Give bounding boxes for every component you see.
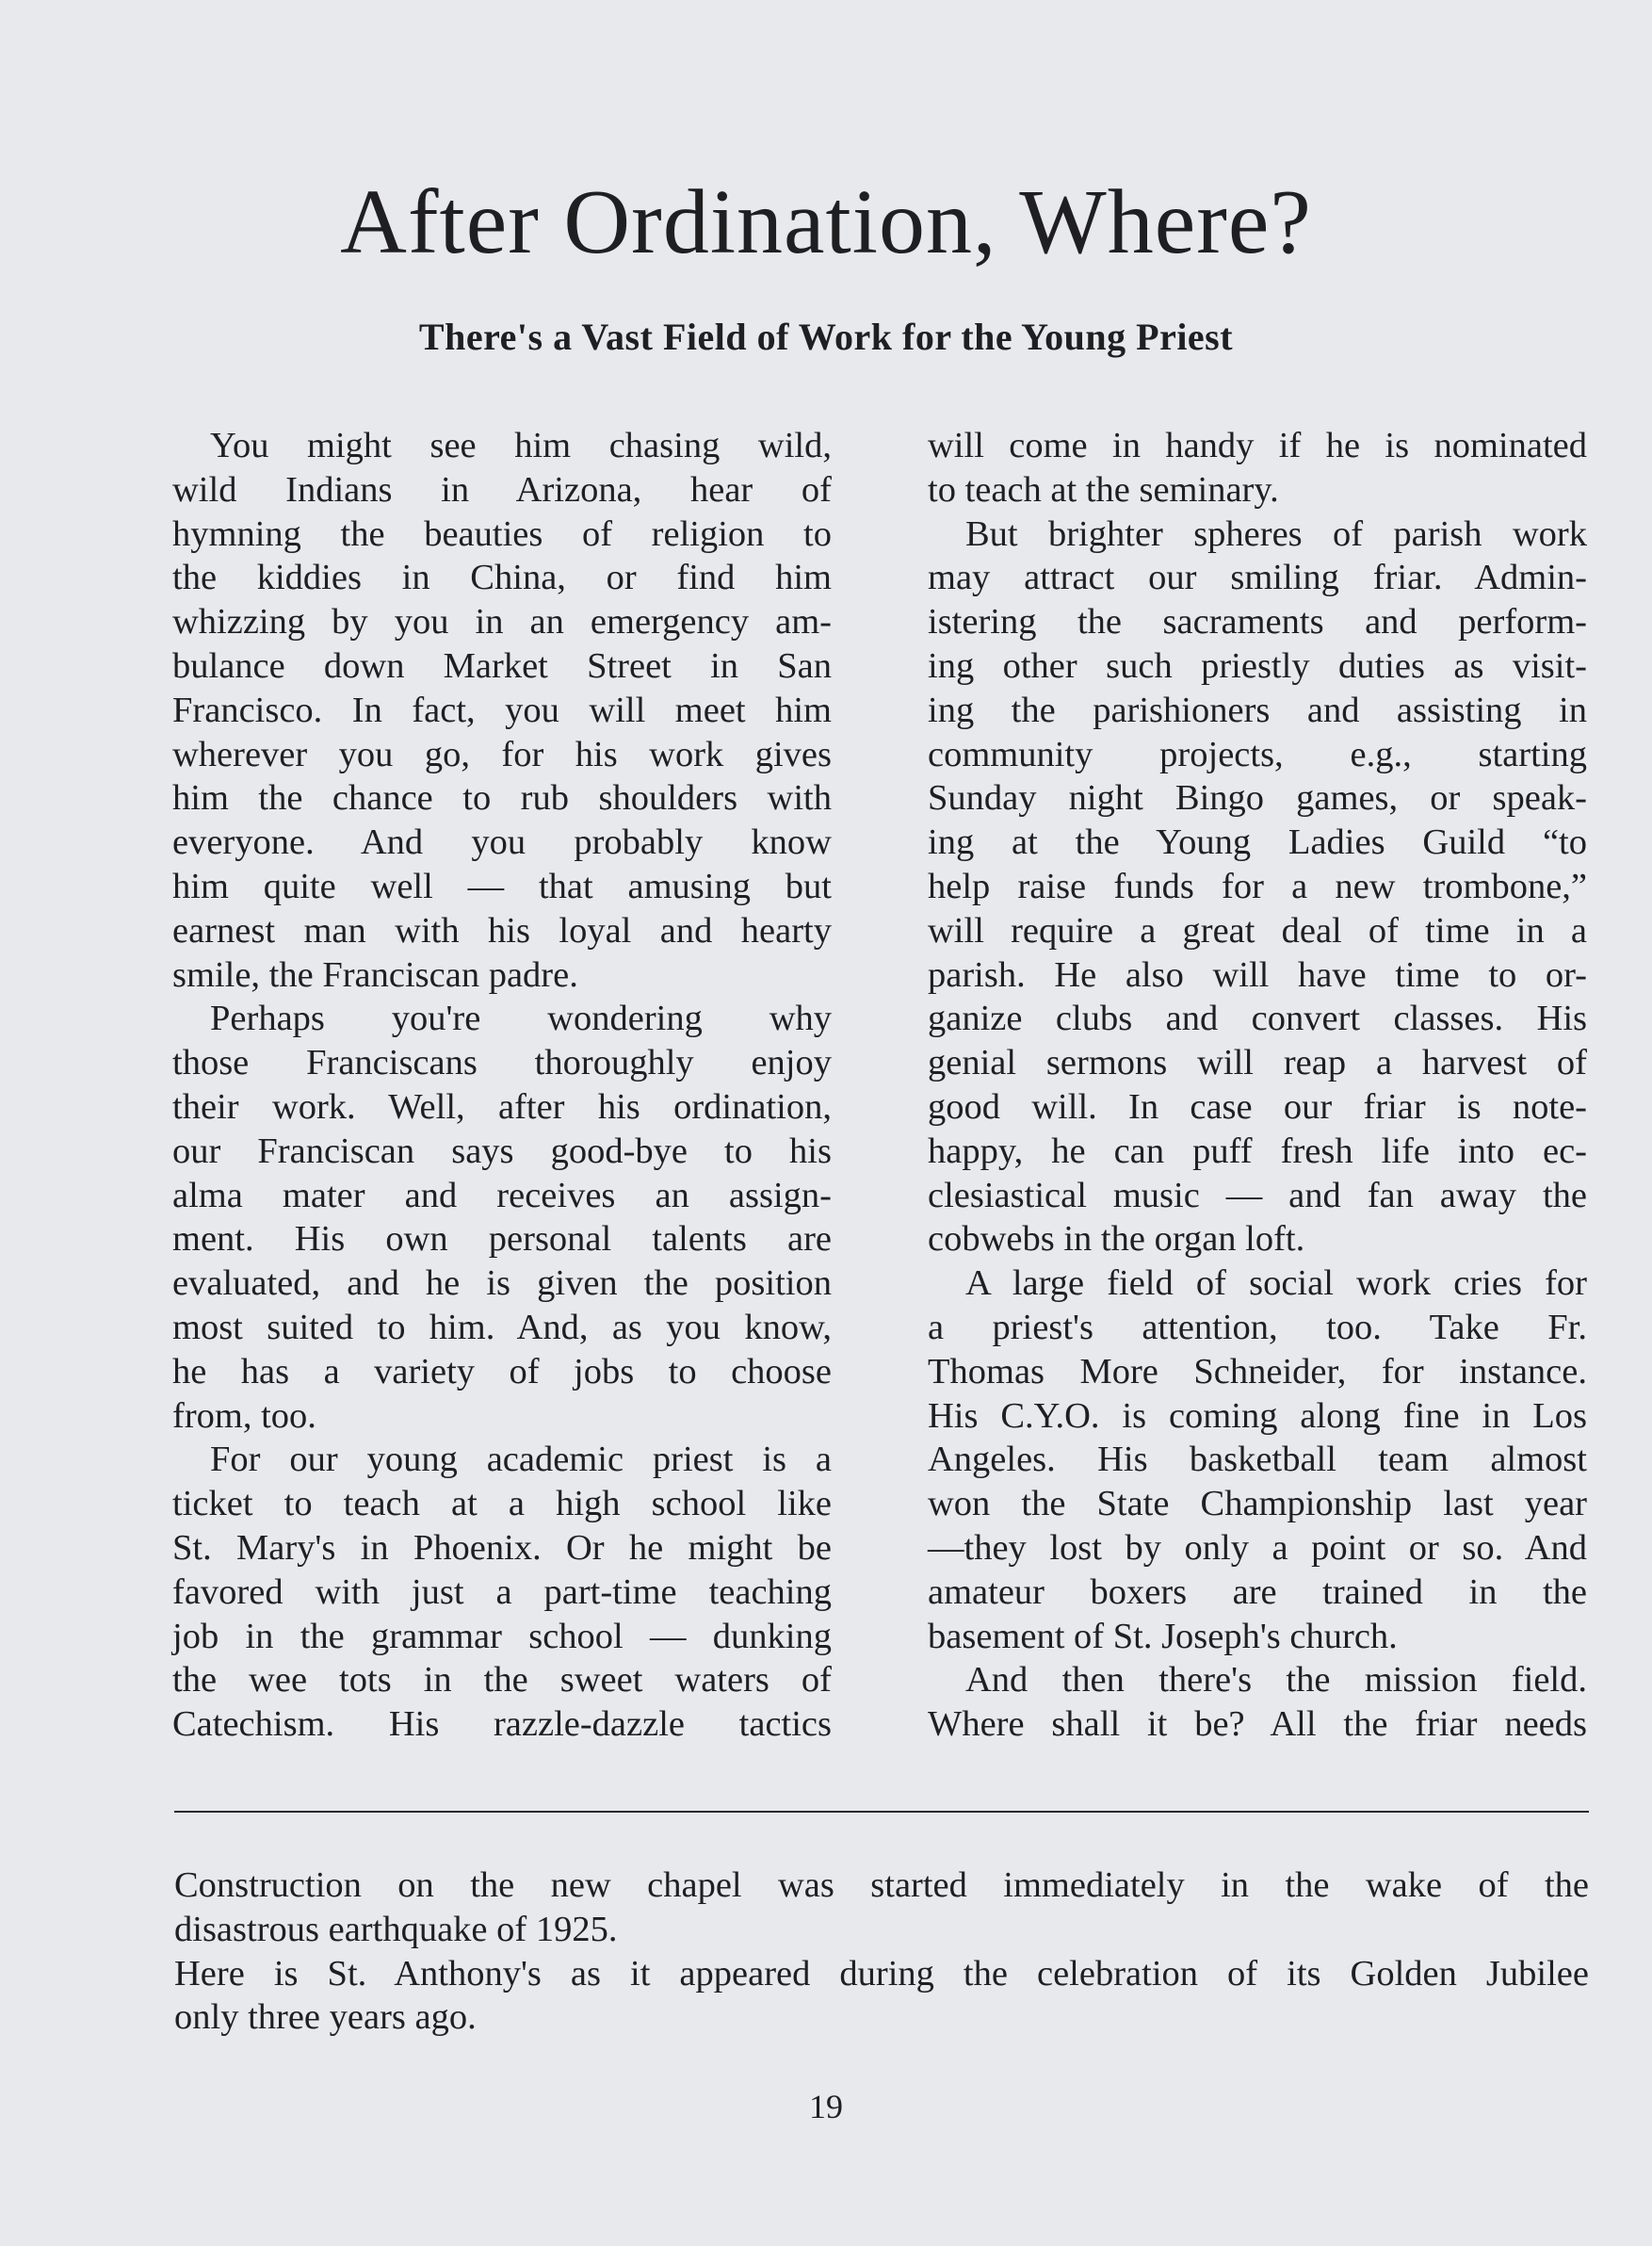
text-line: he has a variety of jobs to choose xyxy=(172,1351,832,1392)
text-line: help raise funds for a new trombone,” xyxy=(928,866,1587,906)
text-line: favored with just a part-time teaching xyxy=(172,1571,832,1612)
text-line: our Franciscan says good-bye to his xyxy=(172,1131,832,1171)
text-line: ing the parishioners and assisting in xyxy=(928,690,1587,730)
text-line: St. Mary's in Phoenix. Or he might be xyxy=(172,1527,832,1568)
text-line: Francisco. In fact, you will meet him xyxy=(172,690,832,730)
text-line: cobwebs in the organ loft. xyxy=(928,1219,1305,1260)
text-line: alma mater and receives an assign- xyxy=(172,1175,832,1215)
text-line: clesiastical music — and fan away the xyxy=(928,1175,1587,1215)
text-line: ing other such priestly duties as visit- xyxy=(928,645,1587,686)
text-line: the wee tots in the sweet waters of xyxy=(172,1660,832,1701)
text-line: disastrous earthquake of 1925. xyxy=(174,1909,618,1949)
text-line: only three years ago. xyxy=(174,1997,477,2038)
text-line: community projects, e.g., starting xyxy=(928,734,1587,774)
text-line: whizzing by you in an emergency am- xyxy=(172,602,832,643)
text-line: most suited to him. And, as you know, xyxy=(172,1307,832,1347)
text-line: wild Indians in Arizona, hear of xyxy=(172,469,832,510)
text-line: everyone. And you probably know xyxy=(172,822,832,863)
text-line: from, too. xyxy=(172,1395,316,1436)
text-line: ing at the Young Ladies Guild “to xyxy=(928,822,1587,863)
text-line: their work. Well, after his ordination, xyxy=(172,1086,832,1127)
text-line: smile, the Franciscan padre. xyxy=(172,954,578,995)
text-line: His C.Y.O. is coming along fine in Los xyxy=(928,1395,1587,1436)
text-line: hymning the beauties of religion to xyxy=(172,513,832,554)
text-line: Perhaps you're wondering why xyxy=(210,999,832,1039)
text-line: genial sermons will reap a harvest of xyxy=(928,1043,1587,1083)
right-column xyxy=(928,424,1587,1747)
text-line: will require a great deal of time in a xyxy=(928,910,1587,951)
paragraph xyxy=(928,513,1587,1262)
paragraph xyxy=(928,424,1587,513)
text-line: istering the sacraments and perform- xyxy=(928,602,1587,643)
text-line: Sunday night Bingo games, or speak- xyxy=(928,778,1587,819)
text-line: a priest's attention, too. Take Fr. xyxy=(928,1307,1587,1347)
paragraph xyxy=(174,1952,1589,2041)
text-line: may attract our smiling friar. Admin- xyxy=(928,558,1587,598)
text-line: those Franciscans thoroughly enjoy xyxy=(172,1043,832,1083)
text-line: Thomas More Schneider, for instance. xyxy=(928,1351,1587,1392)
text-line: happy, he can puff fresh life into ec- xyxy=(928,1131,1587,1171)
left-column xyxy=(172,424,832,1747)
paragraph xyxy=(928,1261,1587,1658)
paragraph xyxy=(174,1864,1589,1952)
text-line: him the chance to rub shoulders with xyxy=(172,778,832,819)
text-line: You might see him chasing wild, xyxy=(210,426,832,465)
page-number: 19 xyxy=(809,2088,843,2125)
text-line: ticket to teach at a high school like xyxy=(172,1484,832,1524)
text-line: Catechism. His razzle-dazzle tactics xyxy=(172,1704,832,1745)
text-line: A large field of social work cries for xyxy=(965,1263,1587,1304)
text-line: Where shall it be? All the friar needs xyxy=(928,1704,1587,1745)
text-line: amateur boxers are trained in the xyxy=(928,1571,1587,1612)
paragraph xyxy=(172,424,832,997)
text-line: ment. His own personal talents are xyxy=(172,1219,832,1260)
text-line: bulance down Market Street in San xyxy=(172,645,832,686)
text-line: Angeles. His basketball team almost xyxy=(928,1440,1587,1480)
text-line: ganize clubs and convert classes. His xyxy=(928,999,1587,1039)
text-line: job in the grammar school — dunking xyxy=(172,1616,832,1656)
article-subtitle: There's a Vast Field of Work for the Young Priest xyxy=(418,316,1234,358)
text-line: Construction on the new chapel was started immediately in the wake of the xyxy=(174,1865,1589,1905)
horizontal-rule xyxy=(174,1811,1589,1813)
text-line: And then there's the mission field. xyxy=(965,1660,1587,1701)
text-line: basement of St. Joseph's church. xyxy=(928,1616,1398,1656)
text-line: to teach at the seminary. xyxy=(928,469,1279,510)
text-line: —they lost by only a point or so. And xyxy=(928,1527,1587,1568)
text-line: won the State Championship last year xyxy=(928,1484,1587,1524)
text-line: Here is St. Anthony's as it appeared during the celebration of its Golden Jubilee xyxy=(174,1953,1589,1994)
text-line: will come in handy if he is nominated xyxy=(928,426,1587,465)
text-line: wherever you go, for his work gives xyxy=(172,734,832,774)
text-line: For our young academic priest is a xyxy=(210,1440,832,1480)
text-line: earnest man with his loyal and hearty xyxy=(172,910,832,951)
text-line: parish. He also will have time to or- xyxy=(928,954,1587,995)
article-title: After Ordination, Where? xyxy=(340,171,1312,273)
paragraph xyxy=(172,1438,832,1747)
paragraph xyxy=(172,997,832,1438)
photo-caption xyxy=(174,1864,1589,2040)
text-line: him quite well — that amusing but xyxy=(172,866,832,906)
text-line: But brighter spheres of parish work xyxy=(965,513,1587,554)
paragraph xyxy=(928,1658,1587,1747)
text-line: good will. In case our friar is note- xyxy=(928,1086,1587,1127)
text-line: the kiddies in China, or find him xyxy=(172,558,832,598)
text-line: evaluated, and he is given the position xyxy=(172,1263,832,1304)
